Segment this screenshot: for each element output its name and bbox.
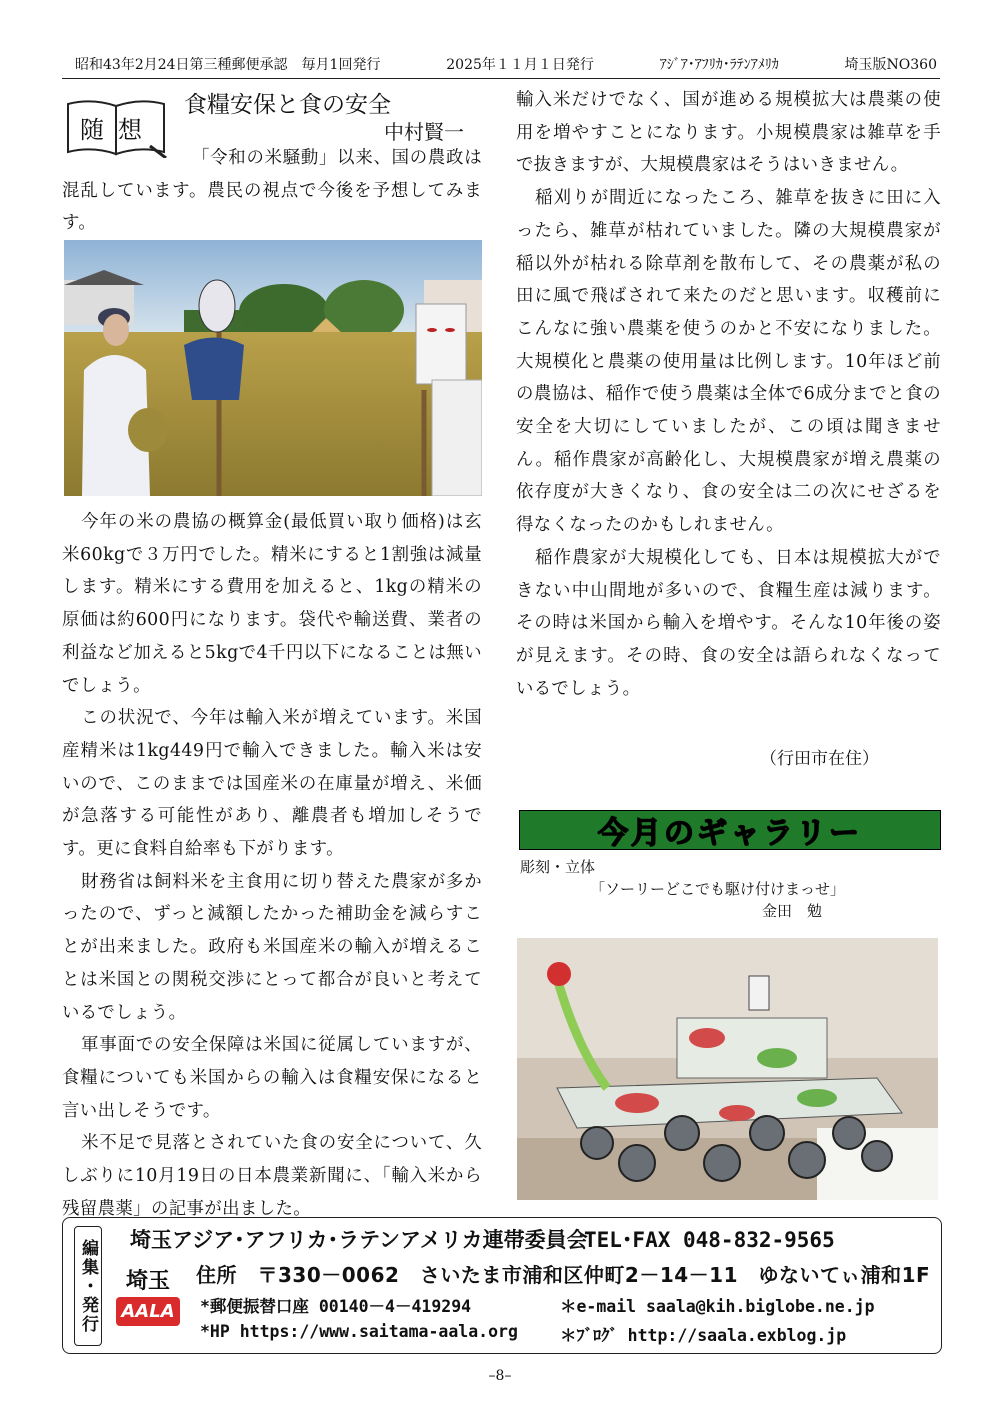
- postal-transfer-account: *郵便振替口座 00140－4－419294: [200, 1297, 472, 1316]
- gallery-category: 彫刻・立体: [520, 858, 596, 876]
- saitama-aala-logo: [116, 1264, 180, 1340]
- logo-main-text: AALA: [116, 1297, 180, 1326]
- article-title: 食糧安保と食の安全: [184, 92, 391, 118]
- intro-paragraph: 「令和の米騒動」以来、国の農政は混乱しています。農民の視点で今後を予想してみます。: [62, 148, 482, 234]
- tank-sculpture-photo: [517, 938, 938, 1200]
- article-paragraph: 稲刈りが間近になったころ、雑草を抜きに田に入ったら、雑草が枯れていました。隣の大規模農家が稲以外が枯れる除草剤を散布して、その農薬が私の田に風で飛ばされて来たのだと思います。収穫前にこんなに強い農薬を使うのかと不安になりました。大規模化と農薬の使用量は比例します。10年ほど前の農協は、稲作で使う農薬は全体で6成分までと食の安全を大切にしていましたが、この頃は聞きません。稲作農家が高齢化し、大規模農家が増え農薬の依存度が大きくなり、食の安全は二の次にせざるを得なくなったのかもしれません。: [516, 188, 941, 536]
- essay-badge-label: 随想: [80, 116, 156, 144]
- gallery-work-title: 「ソーリーどこでも駆け付けまっせ」: [590, 880, 846, 898]
- organization-name: 埼玉アジア･アフリカ･ラテンアメリカ連帯委員会: [130, 1228, 588, 1252]
- article-paragraph: 輸入米だけでなく、国が進める規模拡大は農薬の使用を増やすことになります。小規模農家は雑草を手で抜きますが、大規模農家はそうはいきません。: [516, 90, 941, 176]
- edition-number: 埼玉版NO360: [844, 57, 937, 73]
- article-body-left: [62, 506, 482, 1225]
- blog-link[interactable]: ＊ﾌﾞﾛｸﾞ http://saala.exblog.jp: [560, 1326, 847, 1345]
- page-header: [75, 52, 937, 76]
- gallery-artist: 金田 勉: [762, 902, 823, 920]
- article-body-right: [516, 84, 941, 705]
- article-paragraph: 稲作農家が大規模化しても、日本は規模拡大ができない中山間地が多いので、食糧生産は減ります。その時は米国から輸入を増やす。そんな10年後の姿が見えます。その時、食の安全は語られなくなっているでしょう。: [516, 547, 941, 699]
- article-intro: [62, 142, 482, 240]
- article-paragraph: 財務省は飼料米を主食用に切り替えた農家が多かったので、ずっと減額したかった補助金を減らすことが出来ました。政府も米国産米の輸入が増えることは米国との関税交渉にとって都合が良いと考えているでしょう。: [62, 871, 482, 1023]
- gallery-banner: [519, 810, 941, 850]
- homepage-link[interactable]: *HP https://www.saitama-aala.org: [200, 1322, 518, 1341]
- tel-fax: TEL･FAX 048-832-9565: [584, 1228, 835, 1252]
- logo-top-text: 埼玉: [125, 1269, 170, 1294]
- header-rule: [62, 78, 940, 79]
- editor-publisher-label: [74, 1226, 102, 1346]
- issue-date: 2025年１１月１日発行: [446, 57, 594, 73]
- article-paragraph: 今年の米の農協の概算金(最低買い取り価格)は玄米60kgで３万円でした。精米にすると1割強は減量します。精米にする費用を加えると、1kgの精米の原価は約600円になります。袋代や輸送費、業者の利益など加えると5kgで4千円以下になることは無いでしょう。: [62, 512, 482, 696]
- article-paragraph: この状況で、今年は輸入米が増えています。米国産精米は1kg449円で輸入できました。輸入米は安いので、このままでは国産米の在庫量が増え、米価が急落する可能性があり、離農者も増加しそうです。更に食料自給率も下がります。: [62, 708, 482, 860]
- article-paragraph: 軍事面での安全保障は米国に従属していますが、食糧についても米国からの輸入は食糧安保になると言い出しそうです。: [62, 1035, 482, 1121]
- author-location: （行田市在住）: [760, 749, 879, 769]
- postal-permit: 昭和43年2月24日第三種郵便承認 毎月1回発行: [75, 57, 381, 73]
- gallery-banner-text: 今月のギャラリー: [598, 816, 862, 851]
- article-paragraph: 米不足で見落とされていた食の安全について、久しぶりに10月19日の日本農業新聞に、「輸入米から残留農薬」の記事が出ました。: [62, 1133, 482, 1219]
- editor-publisher-text: 編集・発行: [78, 1238, 98, 1334]
- address: 住所 〒330－0062 さいたま市浦和区仲町2－14－11 ゆないてぃ浦和1F: [196, 1263, 931, 1287]
- article-author: 中村賢一: [384, 120, 464, 144]
- page-number: –8–: [488, 1368, 512, 1384]
- publication-name: ｱｼﾞｱ･ｱﾌﾘｶ･ﾗﾃﾝｱﾒﾘｶ: [659, 57, 779, 73]
- email-link[interactable]: ＊e-mail saala@kih.biglobe.ne.jp: [560, 1297, 875, 1316]
- farmer-scarecrow-photo: [64, 240, 482, 496]
